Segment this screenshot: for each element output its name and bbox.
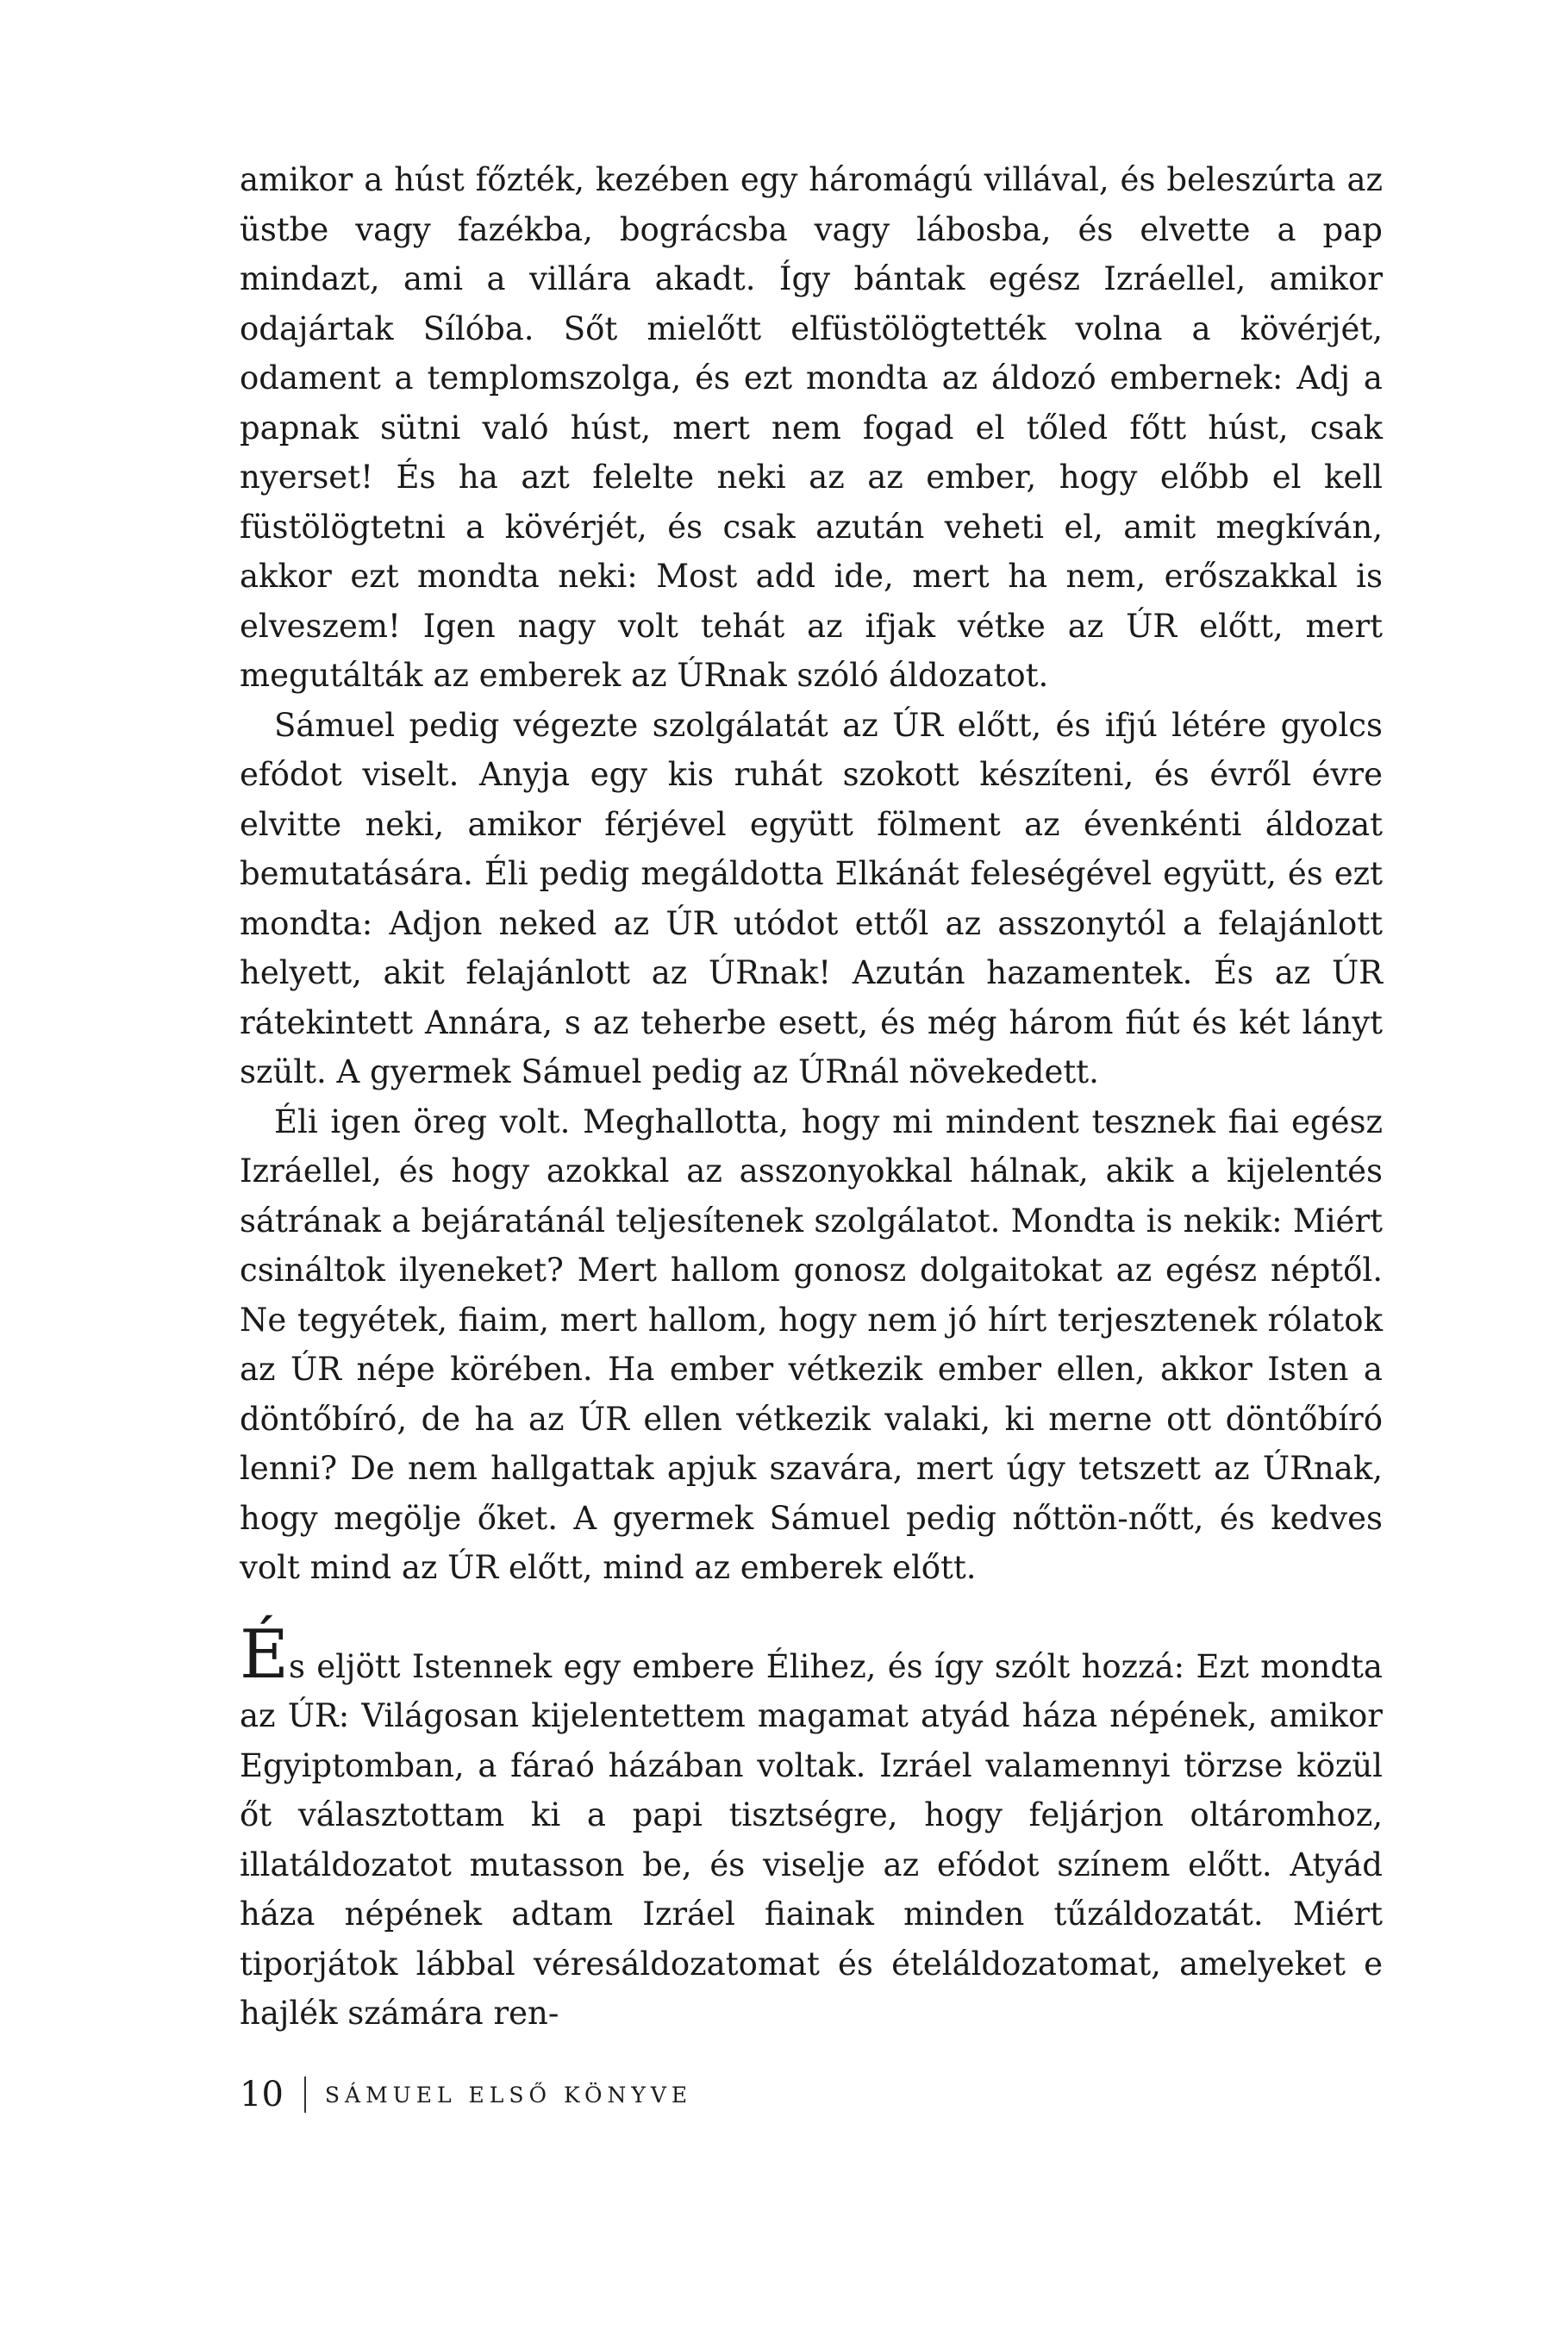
page-body xyxy=(240,155,1383,2039)
running-footer xyxy=(240,2069,692,2120)
footer-separator xyxy=(304,2077,306,2113)
page-number: 10 xyxy=(240,2075,284,2114)
paragraph-3: Éli igen öreg volt. Meghallotta, hogy mi mindent tesznek fiai egész Izráellel, és hogy azokkal az asszonyokkal hálnak, akik a kijelentés sátrának a bejáratánál teljesítenek szolgálatot. Mondta is nekik: Miért csináltok ilyeneket? Mert hallom gonosz dolgaitokat az egész néptől. Ne tegyétek, fiaim, mert hallom, hogy nem jó hírt terjesztenek rólatok az ÚR népe körében. Ha ember vétkezik ember ellen, akkor Isten a döntőbíró, de ha az ÚR ellen vétkezik valaki, ki merne ott döntőbíró lenni? De nem hallgattak apjuk szavára, mert úgy tetszett az ÚRnak, hogy megölje őket. A gyermek Sámuel pedig nőttön-nőtt, és kedves volt mind az ÚR előtt, mind az emberek előtt. xyxy=(240,1102,1383,1586)
chapter-opening-paragraph xyxy=(240,1615,1383,2039)
running-title: SÁMUEL ELSŐ KÖNYVE xyxy=(324,2082,693,2108)
paragraph-2: Sámuel pedig végezte szolgálatát az ÚR előtt, és ifjú létére gyolcs efódot viselt. Anyja egy kis ruhát szokott készíteni, és évről évre elvitte neki, amikor férjével együtt fölment az évenkénti áldozat bemutatására. Éli pedig megáldotta Elkánát feleségével együtt, és ezt mondta: Adjon neked az ÚR utódot ettől az asszonytól a felajánlott helyett, akit felajánlott az ÚRnak! Azután hazamentek. És az ÚR rátekintett Annára, s az teherbe esett, és még három fiút és két lányt szült. A gyermek Sámuel pedig az ÚRnál növekedett. xyxy=(240,706,1383,1090)
paragraph-1: amikor a húst főzték, kezében egy háromágú villával, és beleszúrta az üstbe vagy fazékba, bográcsba vagy lábosba, és elvette a pap mindazt, ami a villára akadt. Így bántak egész Izráellel, amikor odajártak Sílóba. Sőt mielőtt elfüstölögtették volna a kövérjét, odament a templomszolga, és ezt mondta az áldozó embernek: Adj a papnak sütni való húst, mert nem fogad el tőled főtt húst, csak nyerset! És ha azt felelte neki az az ember, hogy előbb el kell füstölögtetni a kövérjét, és csak azután veheti el, amit megkíván, akkor ezt mondta neki: Most add ide, mert ha nem, erőszakkal is elveszem! Igen nagy volt tehát az ifjak vétke az ÚR előtt, mert megutálták az emberek az ÚRnak szóló áldozatot. xyxy=(240,161,1383,694)
chapter-opening-text: s eljött Istennek egy embere Élihez, és így szólt hozzá: Ezt mondta az ÚR: Világosan kijelentettem magamat atyád háza népének, amikor Egyiptomban, a fáraó házában voltak. Izráel valamennyi törzse közül őt választottam ki a papi tisztségre, hogy feljárjon oltáromhoz, illatáldozatot mutasson be, és viselje az efódot színem előtt. Atyád háza népének adtam Izráel fiainak minden tűzáldozatát. Miért tiporjátok lábbal véresáldozatomat és ételáldozatomat, amelyeket e hajlék számára ren- xyxy=(240,1647,1383,2032)
drop-cap: É xyxy=(240,1615,289,1694)
